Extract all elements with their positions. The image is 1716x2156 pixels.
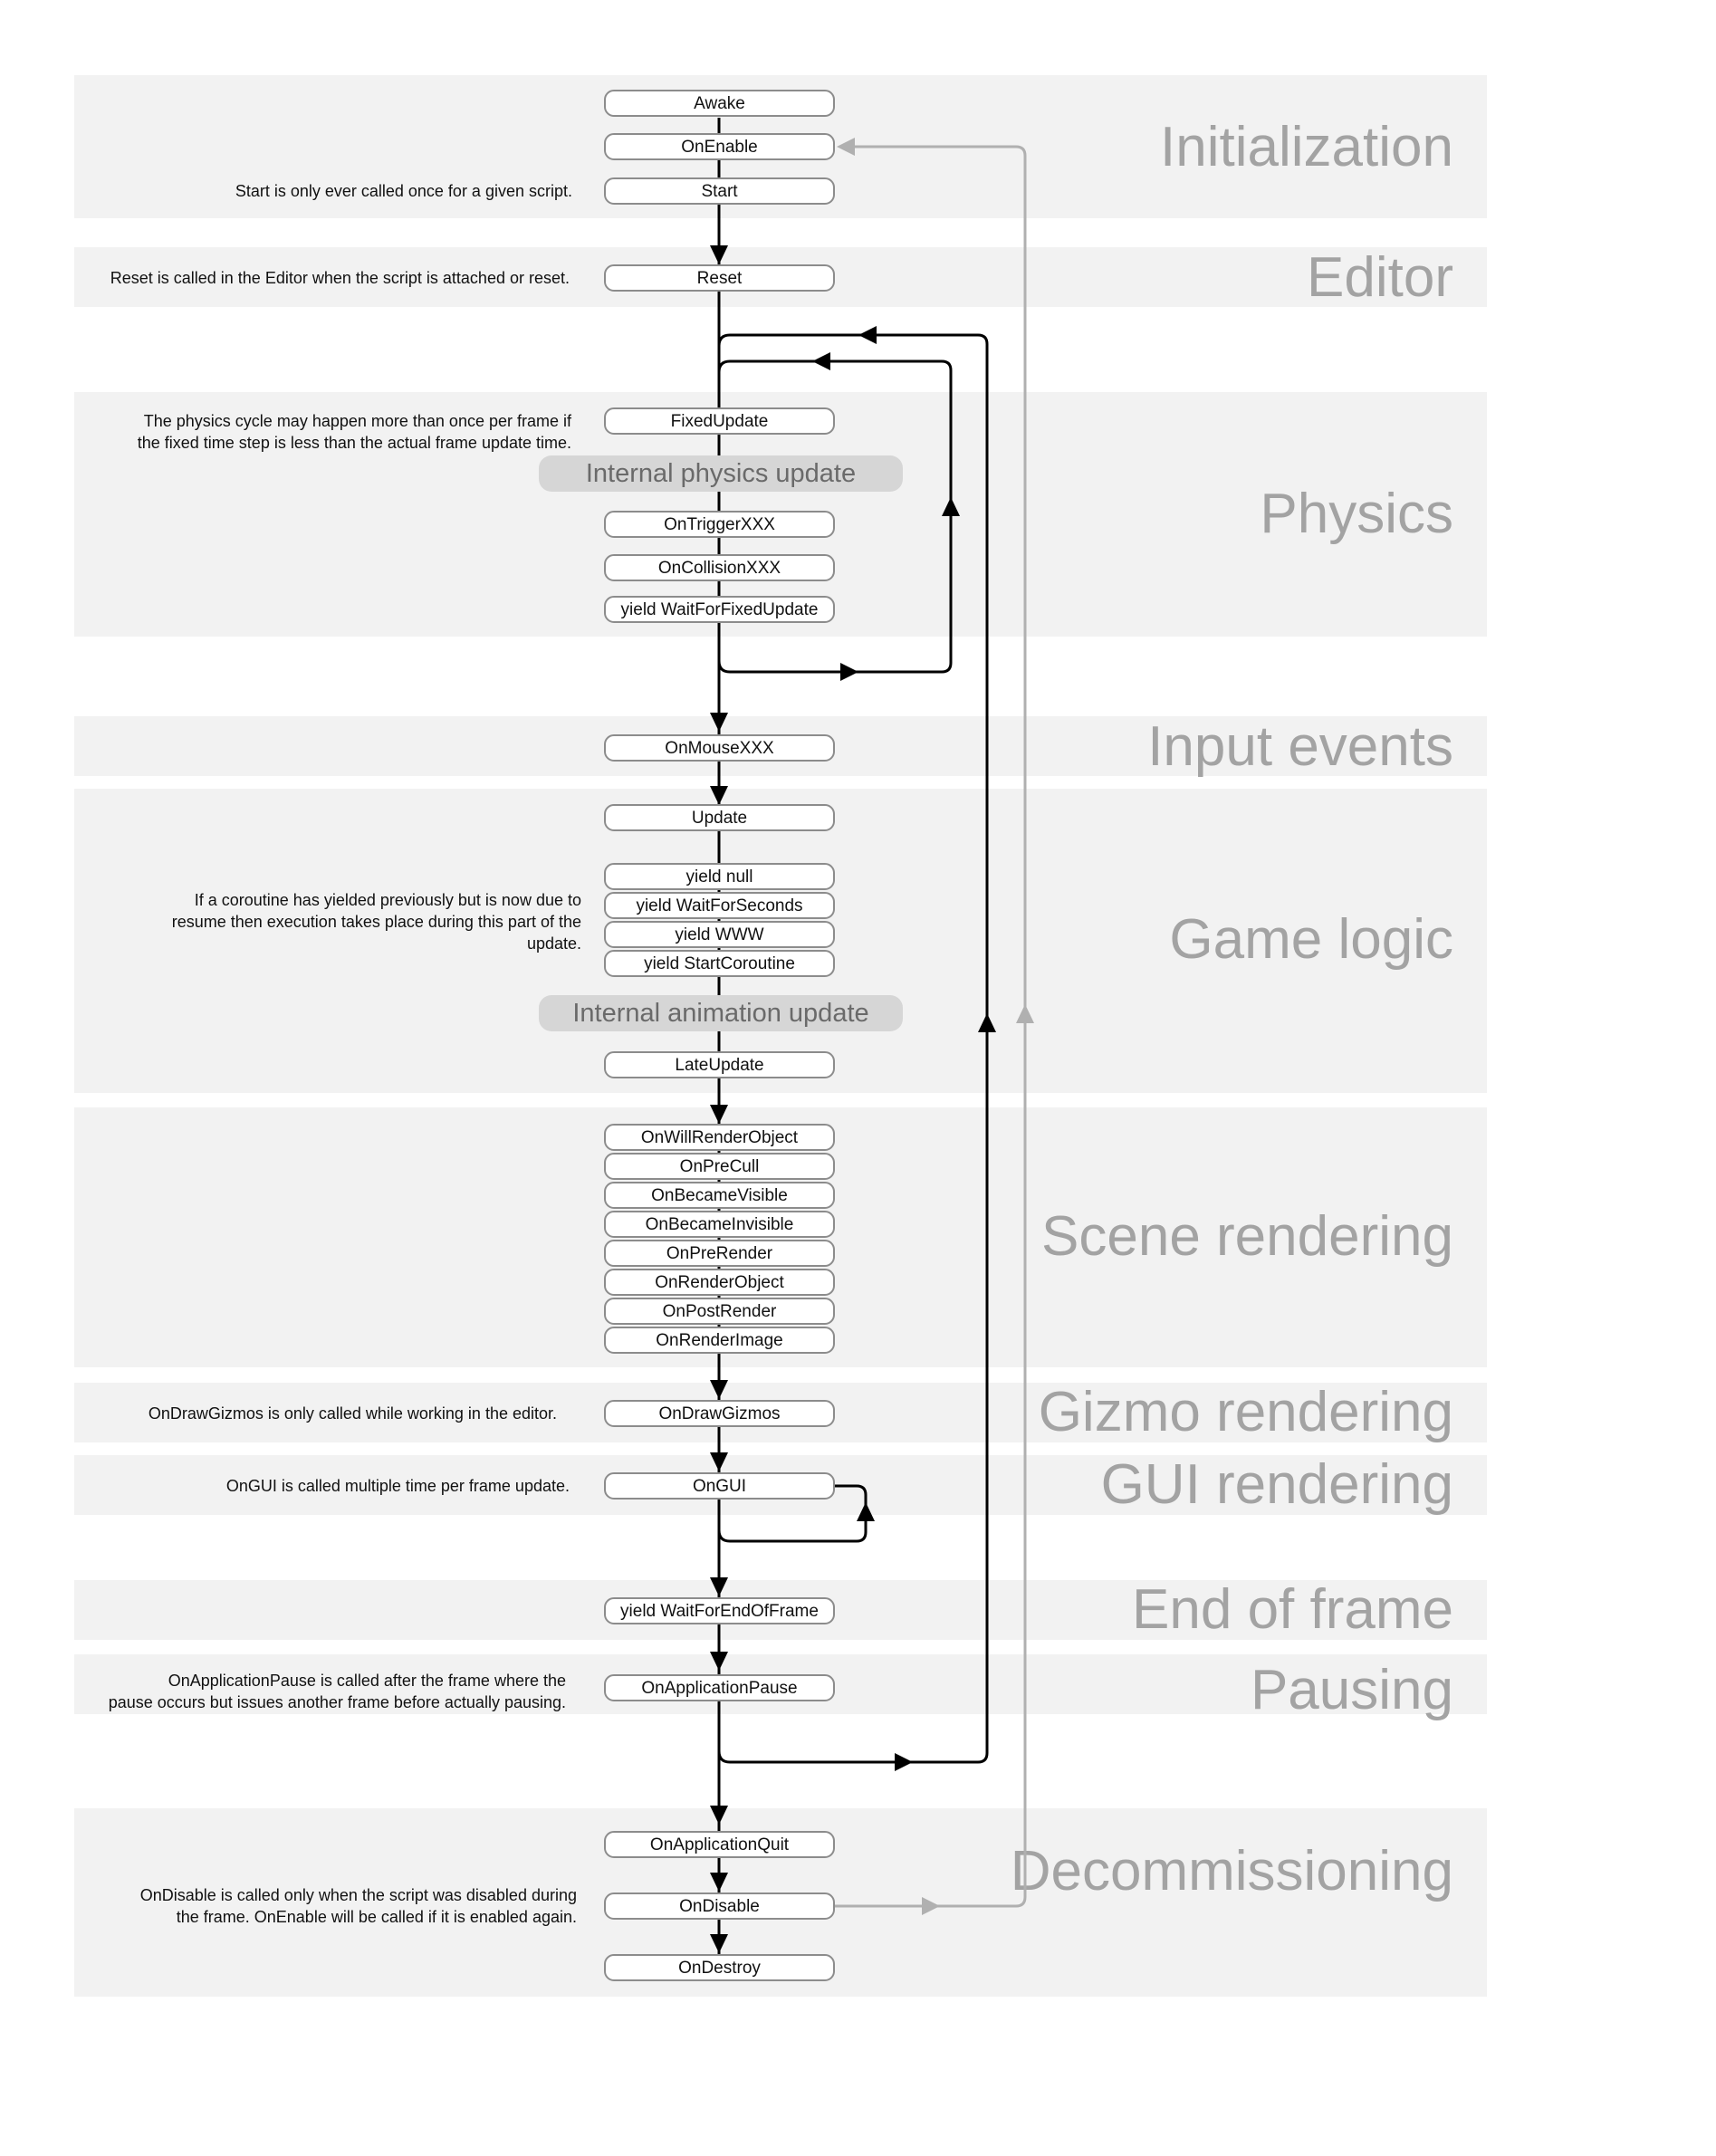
note-pause [109,1670,566,1713]
node-yield-wait-for-fixed-update: yield WaitForFixedUpdate [604,596,835,623]
note-coroutine [172,889,581,954]
note-disable-line-1: OnDisable is called only when the script was disabled during [139,1886,577,1904]
node-on-render-object: OnRenderObject [604,1269,835,1296]
note-pause-line-2: pause occurs but issues another frame before actually pausing. [108,1693,566,1711]
section-label-editor: Editor [1307,246,1453,309]
node-on-trigger: OnTriggerXXX [604,511,835,538]
node-on-enable: OnEnable [604,133,835,160]
node-on-will-render-object: OnWillRenderObject [604,1124,835,1151]
node-on-disable: OnDisable [604,1892,835,1920]
node-on-render-image: OnRenderImage [604,1327,835,1354]
node-on-post-render: OnPostRender [604,1298,835,1325]
node-late-update: LateUpdate [604,1051,835,1078]
node-internal-animation-update: Internal animation update [539,995,903,1031]
node-internal-physics-update: Internal physics update [539,455,903,492]
node-reset: Reset [604,264,835,292]
node-start: Start [604,177,835,205]
node-fixed-update: FixedUpdate [604,407,835,435]
node-yield-wait-for-end-of-frame: yield WaitForEndOfFrame [604,1597,835,1624]
node-yield-wait-for-seconds: yield WaitForSeconds [604,892,835,919]
note-disable-line-2: the frame. OnEnable will be called if it is enabled again. [176,1908,577,1926]
section-label-physics: Physics [1260,483,1453,545]
node-on-collision: OnCollisionXXX [604,554,835,581]
node-on-application-pause: OnApplicationPause [604,1674,835,1701]
node-on-draw-gizmos: OnDrawGizmos [604,1400,835,1427]
node-yield-www: yield WWW [604,921,835,948]
node-on-became-invisible: OnBecameInvisible [604,1211,835,1238]
note-physics-line-1: The physics cycle may happen more than once per frame if [143,412,571,430]
node-on-pre-render: OnPreRender [604,1240,835,1267]
note-coroutine-line-3: update. [526,934,581,953]
note-gizmos: OnDrawGizmos is only called while working in the editor. [148,1404,557,1423]
note-gui: OnGUI is called multiple time per frame update. [225,1477,570,1495]
node-on-became-visible: OnBecameVisible [604,1182,835,1209]
section-label-initialization: Initialization [1160,116,1453,178]
note-coroutine-line-1: If a coroutine has yielded previously but is now due to [194,891,581,909]
note-pause-line-1: OnApplicationPause is called after the frame where the [168,1672,566,1690]
section-label-scene-rendering: Scene rendering [1041,1205,1453,1268]
note-physics [138,410,571,454]
note-reset: Reset is called in the Editor when the script is attached or reset. [110,269,570,287]
node-yield-start-coroutine: yield StartCoroutine [604,950,835,977]
section-label-gui-rendering: GUI rendering [1100,1453,1453,1516]
note-physics-line-2: the fixed time step is less than the actual frame update time. [137,434,571,452]
section-label-end-of-frame: End of frame [1132,1578,1453,1641]
note-start: Start is only ever called once for a given script. [235,182,572,200]
section-label-input-events: Input events [1147,715,1453,778]
node-on-destroy: OnDestroy [604,1954,835,1981]
node-on-application-quit: OnApplicationQuit [604,1831,835,1858]
section-label-game-logic: Game logic [1169,908,1453,971]
note-coroutine-line-2: resume then execution takes place during this part of the [171,913,581,931]
section-label-gizmo-rendering: Gizmo rendering [1038,1381,1453,1443]
node-on-gui: OnGUI [604,1472,835,1500]
section-label-pausing: Pausing [1250,1659,1453,1721]
node-on-mouse: OnMouseXXX [604,734,835,762]
node-yield-null: yield null [604,863,835,890]
note-disable [140,1884,577,1928]
node-update: Update [604,804,835,831]
node-on-pre-cull: OnPreCull [604,1153,835,1180]
node-awake: Awake [604,90,835,117]
section-label-decommissioning: Decommissioning [1010,1840,1453,1902]
frame-loop [719,335,987,1762]
